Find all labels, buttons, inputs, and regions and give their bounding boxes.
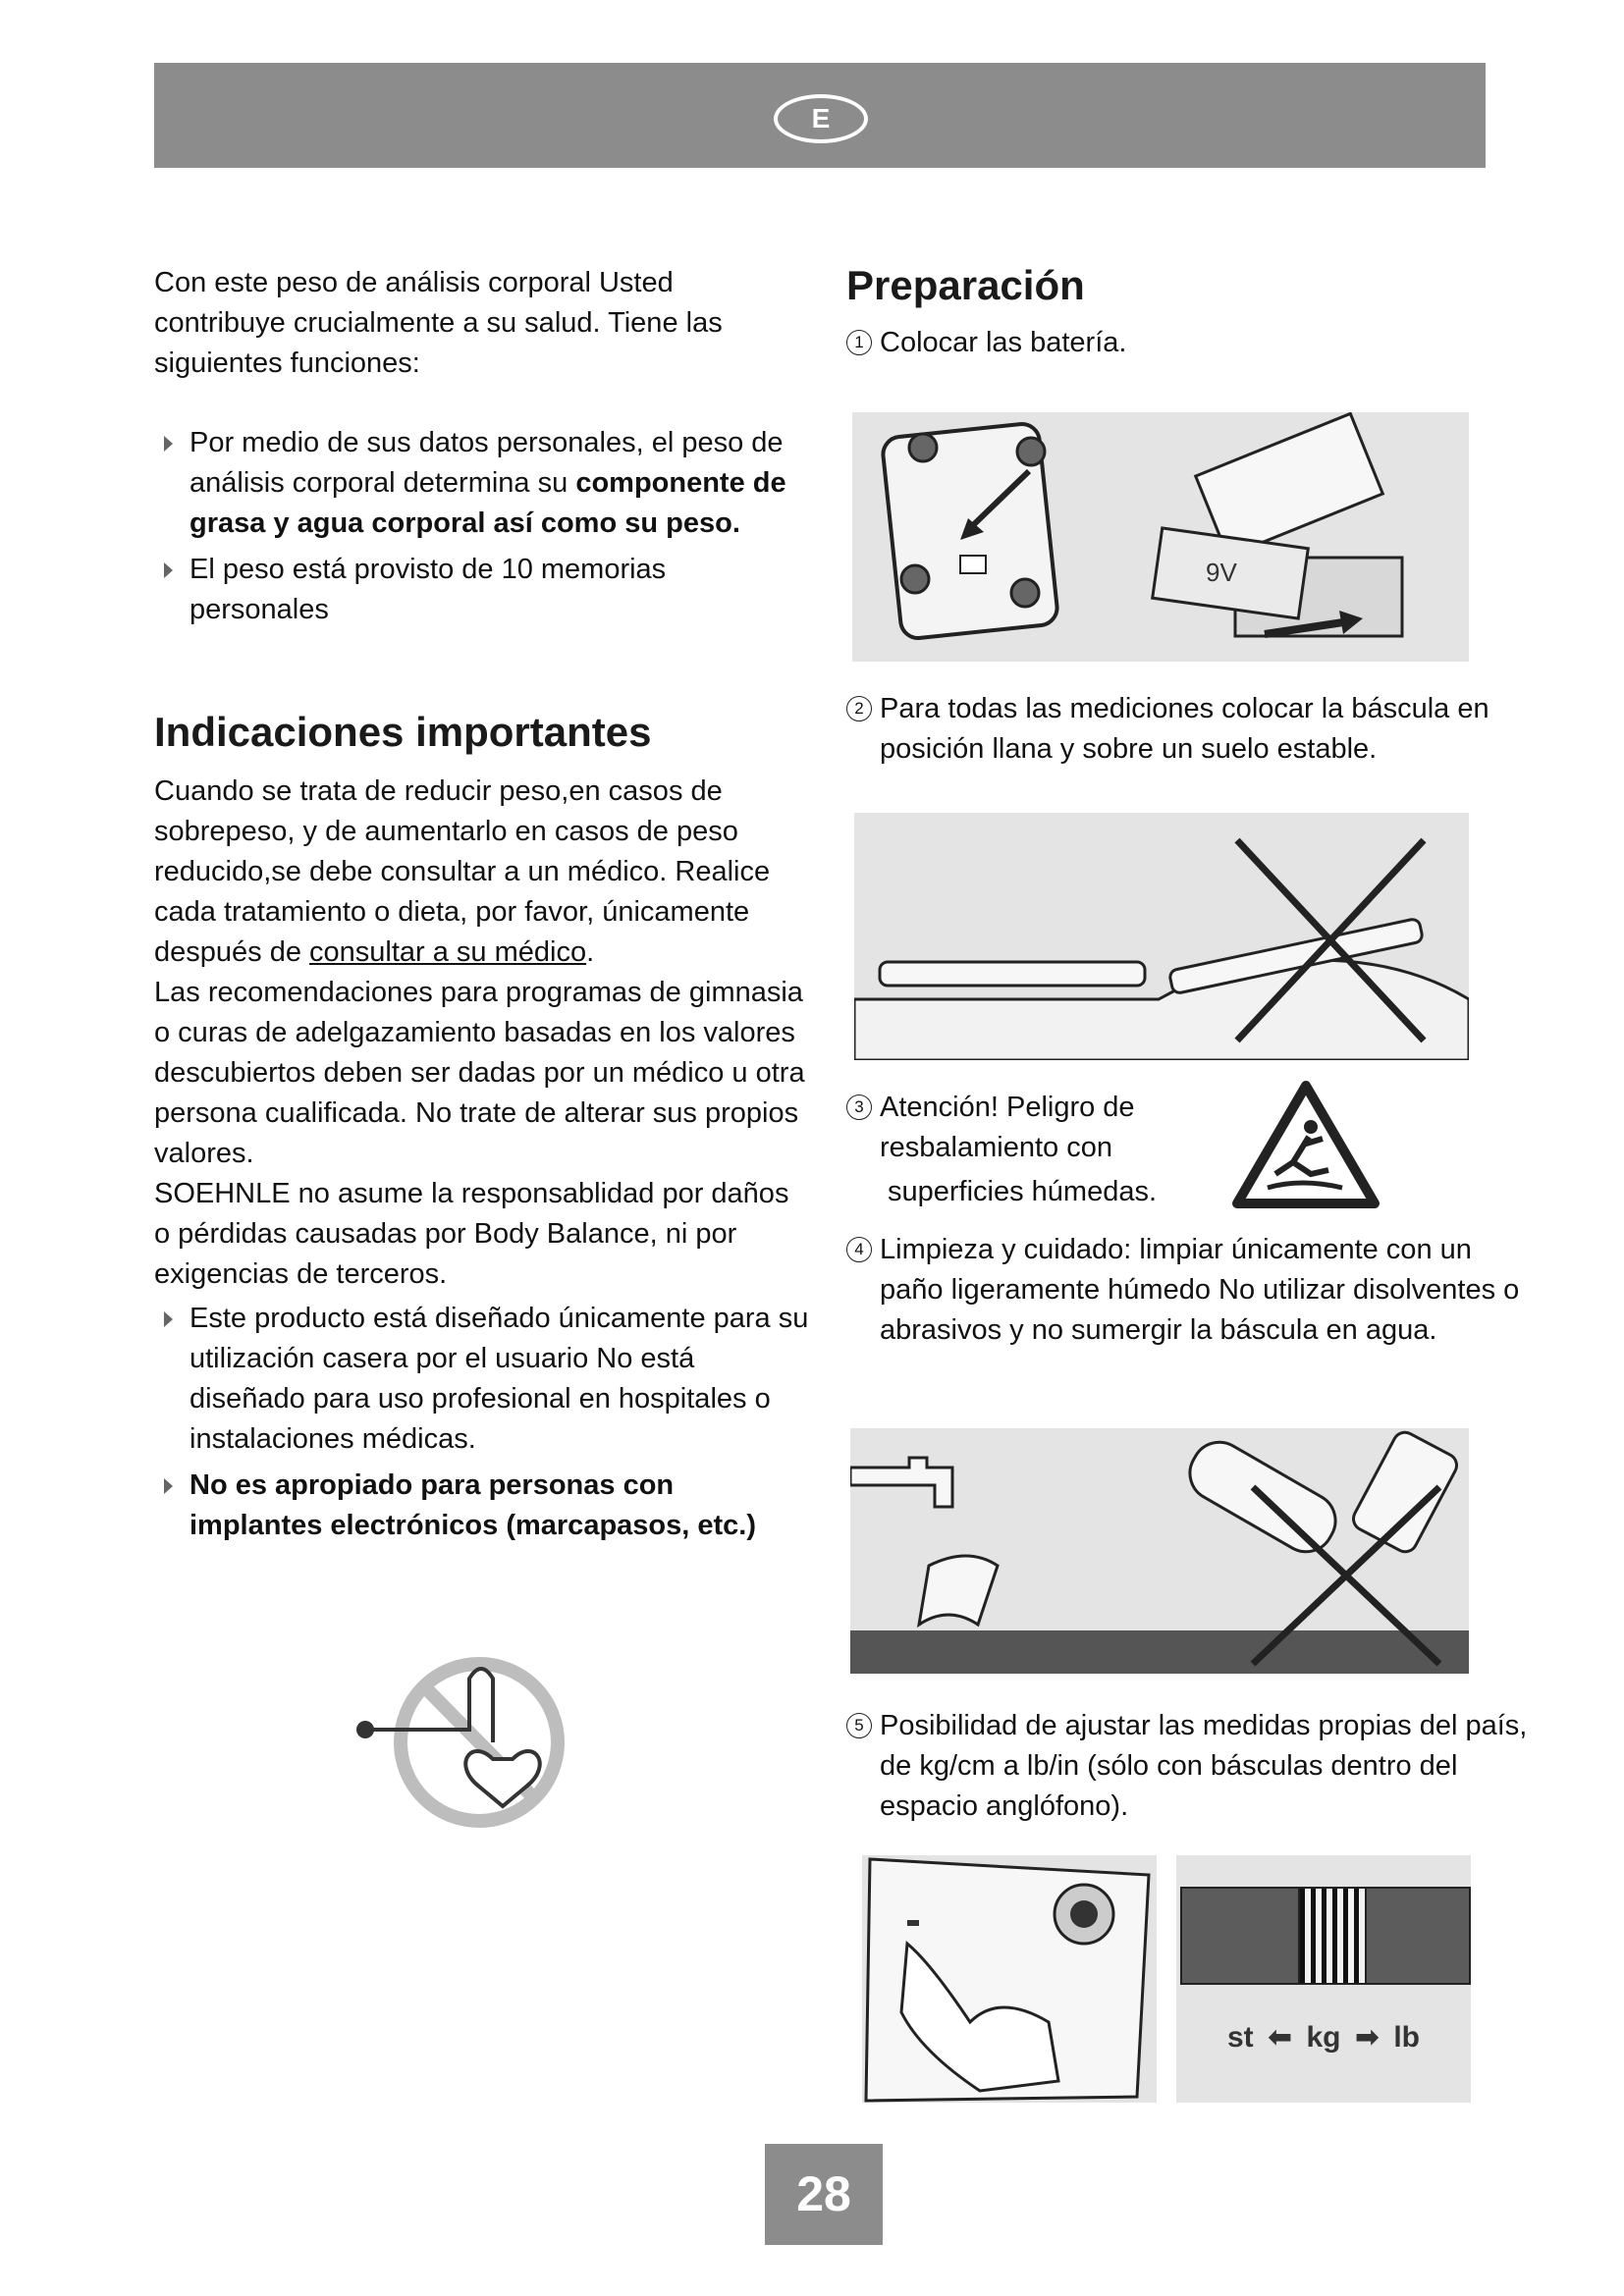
warning-item: Este producto está diseñado únicamente para su utilización casera por el usuario No está diseñado para uso profesional en hospitales o instalaciones médicas.	[154, 1299, 812, 1460]
slippery-warning-icon	[1232, 1080, 1380, 1211]
bullet-arrow-icon	[164, 562, 173, 578]
display-strip	[1180, 1887, 1471, 1985]
feature-item: El peso está provisto de 10 memorias personales	[154, 550, 812, 630]
step-5: 5 Posibilidad de ajustar las medidas propias del país, de kg/cm a lb/in (sólo con básculas dentro del espacio anglófono).	[846, 1706, 1528, 1827]
warning-list	[154, 1299, 812, 1546]
cleaning-illustration	[850, 1428, 1469, 1674]
important-paragraph-1: Cuando se trata de reducir peso,en casos de sobrepeso, y de aumentarlo en casos de peso reducido,se debe consultar a un médico. Realice cada tratamiento o dieta, por favor, únicamente después de consultar a su médico.	[154, 775, 771, 968]
feature-item: Por medio de sus datos personales, el peso de análisis corporal determina su componente de grasa y agua corporal así como su peso.	[154, 423, 812, 544]
bullet-arrow-icon	[164, 1478, 173, 1494]
preparation-heading: Preparación	[846, 262, 1085, 308]
battery-label: 9V	[1206, 558, 1237, 587]
warning-item: No es apropiado para personas con implantes electrónicos (marcapasos, etc.)	[154, 1466, 812, 1546]
unit-label-row: st ⬅ kg ➡ lb	[1226, 2021, 1421, 2054]
step-1: 1 Colocar las batería.	[846, 323, 1494, 363]
bullet-arrow-icon	[164, 1311, 173, 1327]
left-column	[154, 263, 812, 1546]
level-floor-illustration	[854, 813, 1469, 1060]
language-badge: E	[774, 94, 868, 143]
step-4: 4 Limpieza y cuidado: limpiar únicamente con un paño ligeramente húmedo No utilizar disolventes o abrasivos y no sumergir la báscula en agua.	[846, 1230, 1528, 1351]
arrow-left-icon: ⬅	[1268, 2021, 1293, 2054]
arrow-right-icon: ➡	[1354, 2021, 1380, 2054]
unit-switch-slider	[1298, 1889, 1367, 1983]
step-3: 3 Atención! Peligro de resbalamiento con superficies húmedas.	[846, 1088, 1253, 1212]
important-paragraph-2: Las recomendaciones para programas de gimnasia o curas de adelgazamiento basadas en los valores descubiertos deben ser dadas por un médico u otra persona cualificada. No trate de alterar sus propios valores.	[154, 977, 805, 1169]
important-paragraph-3: SOEHNLE no asume la responsablidad por daños o pérdidas causadas por Body Balance, ni por exigencias de terceros.	[154, 1178, 789, 1290]
battery-illustration	[852, 412, 1469, 662]
page-number: 28	[765, 2144, 883, 2245]
step-2: 2 Para todas las mediciones colocar la báscula en posición llana y sobre un suelo estable.	[846, 689, 1528, 770]
bullet-arrow-icon	[164, 436, 173, 452]
consult-doctor-link: consultar a su médico	[309, 936, 587, 968]
intro-paragraph: Con este peso de análisis corporal Usted contribuye crucialmente a su salud. Tiene las siguientes funciones:	[154, 267, 723, 379]
important-heading: Indicaciones importantes	[154, 709, 652, 755]
no-pacemaker-icon	[353, 1649, 569, 1836]
feature-list	[154, 423, 812, 630]
unit-switch-illustration	[1176, 1855, 1471, 2103]
unit-button-illustration	[862, 1855, 1157, 2103]
right-column	[846, 260, 1494, 363]
